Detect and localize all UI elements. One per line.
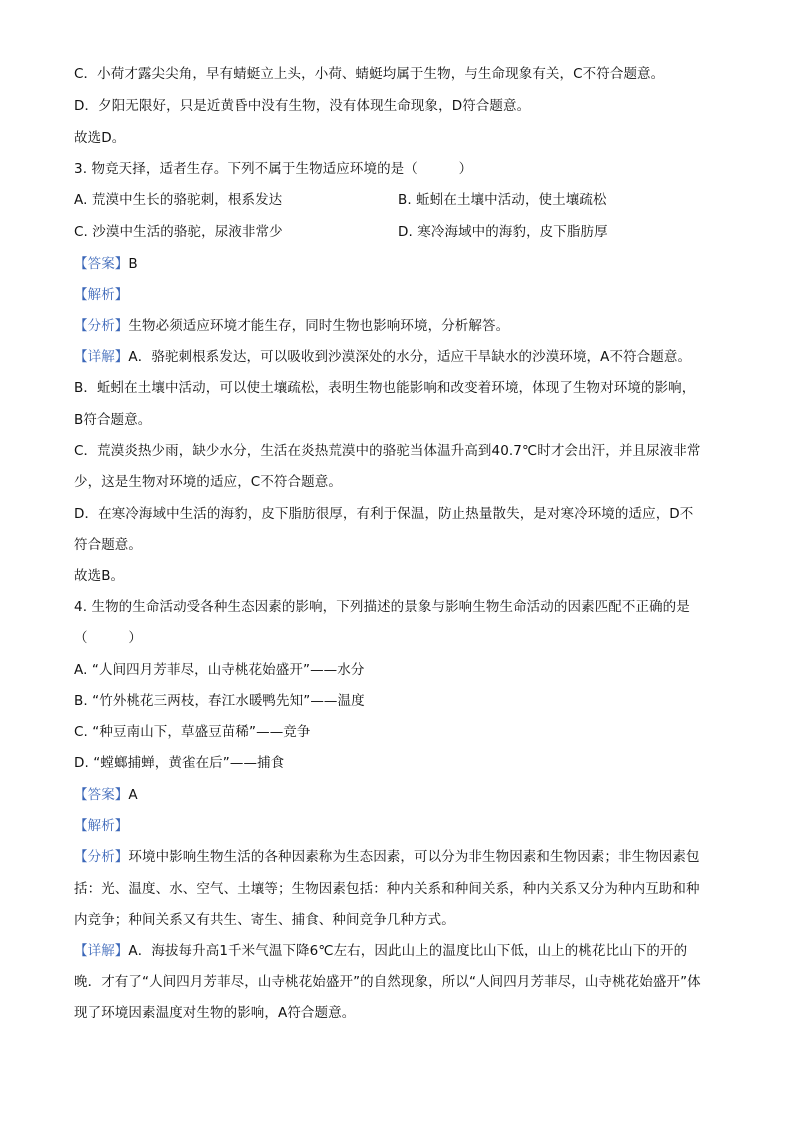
analysis-tag: 【解析】	[74, 818, 129, 834]
overview-text: 生物必须适应环境才能生存，同时生物也影响环境，分析解答。	[128, 318, 510, 334]
question-3-option-b: B. 蚯蚓在土壤中活动，使土壤疏松	[398, 192, 607, 208]
detail-3-c-line2: 少，这是生物对环境的适应，C不符合题意。	[74, 474, 342, 490]
answer-value: B	[128, 256, 138, 272]
answer-3-conclusion: 故选B。	[74, 568, 125, 584]
question-4-stem-line1: 4. 生物的生命活动受各种生态因素的影响，下列描述的景象与影响生物生命活动的因素匹配不正确的是	[74, 599, 690, 615]
answer-conclusion: 故选D。	[74, 130, 126, 146]
question-4-option-d: D. “螳螂捕蝉，黄雀在后”——捕食	[74, 755, 285, 771]
question-4-stem-line2: （ ）	[74, 630, 142, 646]
question-3-option-a: A. 荒漠中生长的骆驼刺，根系发达	[74, 192, 283, 208]
analysis-tag: 【解析】	[74, 287, 129, 303]
analysis-3-overview	[74, 316, 724, 336]
answer-3	[74, 254, 724, 274]
detail-3-d-line1: D．在寒冷海域中生活的海豹，皮下脂肪很厚，有利于保温，防止热量散失，是对寒冷环境的适应，D不	[74, 506, 694, 522]
detail-4-line1	[74, 941, 724, 961]
question-3-option-d: D. 寒冷海域中的海豹，皮下脂肪厚	[398, 224, 608, 240]
detail-3-c-line1: C．荒漠炎热少雨，缺少水分，生活在炎热荒漠中的骆驼当体温升高到40.7℃时才会出汗，并且尿液非常	[74, 443, 701, 459]
option-d-explanation: D．夕阳无限好，只是近黄昏中没有生物，没有体现生命现象，D符合题意。	[74, 98, 531, 114]
option-c-explanation: C．小荷才露尖尖角，早有蜻蜓立上头，小荷、蜻蜓均属于生物，与生命现象有关，C不符合题意。	[74, 66, 665, 82]
detail-3-d-line2: 符合题意。	[74, 537, 142, 553]
analysis-4-overview-line2: 括：光、温度、水、空气、土壤等；生物因素包括：种内关系和种间关系，种内关系又分为种内互助和种	[74, 881, 700, 897]
analysis-4-overview-line1	[74, 847, 724, 867]
question-3-option-c: C. 沙漠中生活的骆驼，尿液非常少	[74, 224, 283, 240]
question-4-option-a: A. “人间四月芳菲尽，山寺桃花始盛开”——水分	[74, 662, 365, 678]
overview-text: 环境中影响生物生活的各种因素称为生态因素，可以分为非生物因素和生物因素；非生物因素包	[128, 849, 700, 865]
detail-3-b-line1: B．蚯蚓在土壤中活动，可以使土壤疏松，表明生物也能影响和改变着环境，体现了生物对环境的影响，	[74, 380, 696, 396]
answer-tag: 【答案】	[74, 787, 129, 803]
detail-tag: 【详解】	[74, 943, 129, 959]
detail-tag: 【详解】	[74, 349, 129, 365]
detail-text: A．海拔每升高1千米气温下降6℃左右，因此山上的温度比山下低，山上的桃花比山下的开的	[128, 943, 688, 959]
question-3-stem: 3. 物竞天择，适者生存。下列不属于生物适应环境的是（ ）	[74, 161, 473, 177]
detail-3-a	[74, 347, 724, 367]
detail-4-line3: 现了环境因素温度对生物的影响，A符合题意。	[74, 1005, 356, 1021]
answer-tag: 【答案】	[74, 256, 129, 272]
question-4-option-c: C. “种豆南山下，草盛豆苗稀”——竞争	[74, 724, 311, 740]
answer-value: A	[128, 787, 138, 803]
detail-3-b-line2: B符合题意。	[74, 412, 152, 428]
analysis-4-overview-line3: 内竞争；种间关系又有共生、寄生、捕食、种间竞争几种方式。	[74, 912, 455, 928]
question-4-option-b: B. “竹外桃花三两枝，春江水暖鸭先知”——温度	[74, 693, 365, 709]
answer-4	[74, 785, 724, 805]
detail-4-line2: 晚．才有了“人间四月芳菲尽，山寺桃花始盛开”的自然现象，所以“人间四月芳菲尽，山寺桃花始盛开”体	[74, 974, 701, 990]
overview-tag: 【分析】	[74, 318, 129, 334]
overview-tag: 【分析】	[74, 849, 129, 865]
detail-text: A．骆驼刺根系发达，可以吸收到沙漠深处的水分，适应干旱缺水的沙漠环境，A不符合题意。	[128, 349, 692, 365]
